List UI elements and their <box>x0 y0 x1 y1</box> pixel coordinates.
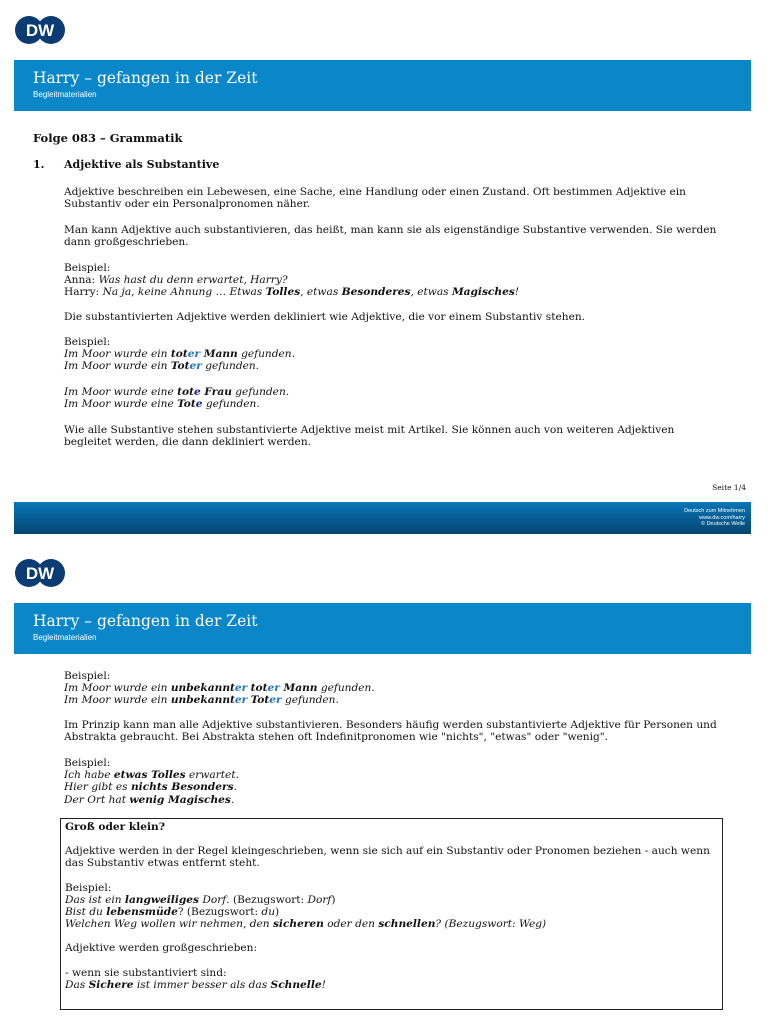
example-line <box>64 398 719 410</box>
header-banner <box>14 60 751 111</box>
footer-bar <box>14 502 751 534</box>
ex-bold: tot <box>170 348 188 361</box>
harry-tolles: Tolles <box>265 286 301 299</box>
example-line <box>64 781 719 793</box>
dw-logo-text: DW <box>25 564 55 583</box>
beispiel-label: Beispiel: <box>64 336 111 348</box>
info-box-paragraph: Adjektive werden in der Regel kleingeschrieben, wenn sie sich auf ein Substantiv oder Pronomen beziehen - auch wenn das Substantiv etwas entfernt steht. <box>65 845 710 870</box>
example-line <box>64 348 719 360</box>
ex-ending: er <box>267 682 280 695</box>
ex-bold: Tot <box>177 398 196 411</box>
anna-line <box>64 274 719 286</box>
ex-text: gefunden. <box>237 348 295 361</box>
example-block-2 <box>64 336 719 373</box>
ex-text: Dorf <box>307 893 332 906</box>
ex-text: ) <box>331 893 336 906</box>
ex-text: oder den <box>323 918 379 931</box>
anna-text: Was hast du denn erwartet, Harry? <box>98 274 288 287</box>
ex-text: Bist du <box>65 906 107 919</box>
harry-text-4: ! <box>514 286 520 299</box>
ex-bold: tot <box>250 682 268 695</box>
ex-text: Im Moor wurde ein <box>64 348 171 361</box>
ex-text: gefunden. <box>317 682 375 695</box>
example-line <box>64 682 719 694</box>
info-box-title: Groß oder klein? <box>65 821 165 833</box>
anna-label: Anna: <box>64 274 99 287</box>
ex-text: ) <box>275 906 280 919</box>
beispiel-label: Beispiel: <box>64 262 111 274</box>
page-number: Seite 1/4 <box>712 483 746 492</box>
ex-bold: Mann <box>200 348 238 361</box>
ex-text: gefunden. <box>231 386 290 398</box>
harry-magisches: Magisches <box>451 286 515 299</box>
example-line <box>64 794 719 806</box>
section-title: Adjektive als Substantive <box>64 158 220 171</box>
box-example-line <box>65 979 715 991</box>
ex-text: gefunden. <box>281 694 339 707</box>
harry-line <box>64 286 719 298</box>
ex-text: Im Moor wurde ein <box>64 694 171 707</box>
ex-ending: er <box>269 694 282 707</box>
ex-text: Ich habe <box>64 769 114 782</box>
ex-ending: er <box>234 682 248 695</box>
ex-bold: sicheren <box>272 918 324 931</box>
ex-text: Im Moor wurde eine <box>64 386 178 398</box>
ex-text: Welchen Weg wollen wir nehmen, den <box>65 918 273 931</box>
ex-bold: etwas Tolles <box>113 769 186 782</box>
section-number: 1. <box>33 158 45 171</box>
beispiel-label: Beispiel: <box>64 670 111 682</box>
harry-besonderes: Besonderes <box>341 286 411 299</box>
info-box-paragraph: - wenn sie substantiviert sind: <box>65 966 227 979</box>
ex-text: Dorf <box>198 893 227 906</box>
ex-text: . <box>230 793 235 806</box>
ex-bold: tot <box>177 386 194 398</box>
ex-bold: unbekannt <box>170 694 235 707</box>
header-banner <box>14 603 751 654</box>
box-example-line <box>65 906 715 918</box>
ex-text: Das <box>65 978 89 991</box>
p2-example-block-2 <box>64 757 719 806</box>
ex-bold: Tot <box>250 694 270 707</box>
header-title: Harry – gefangen in der Zeit <box>33 69 258 87</box>
ex-bold: nichts Besonders <box>130 781 234 794</box>
ex-ending: er <box>189 360 202 373</box>
ex-bold: langweiliges <box>124 893 199 906</box>
example-dialog <box>64 262 719 299</box>
info-box-content <box>65 821 715 991</box>
ex-text: Der Ort hat <box>64 793 130 806</box>
header-title: Harry – gefangen in der Zeit <box>33 612 258 630</box>
dw-logo <box>14 558 66 588</box>
ex-bold: lebensmüde <box>106 906 178 919</box>
ex-ending: er <box>187 348 201 361</box>
example-line <box>64 360 719 372</box>
info-box-paragraph: Adjektive werden großgeschrieben: <box>65 942 258 955</box>
ex-bold: Sichere <box>88 978 134 991</box>
ex-bold: Frau <box>200 386 232 398</box>
beispiel-label: Beispiel: <box>65 881 112 894</box>
ex-ending: er <box>234 694 248 707</box>
header-subtitle: Begleitmaterialien <box>33 90 97 99</box>
ex-ending: e <box>195 398 203 411</box>
ex-text: ? (Bezugswort: Weg) <box>435 918 547 931</box>
ex-text: ! <box>321 978 326 991</box>
footer-line: Deutsch zum Mitnehmen <box>684 508 745 514</box>
beispiel-label: Beispiel: <box>64 757 111 769</box>
ex-bold: Schnelle <box>270 978 322 991</box>
ex-bold: Mann <box>279 682 318 695</box>
ex-text: Das ist ein <box>65 893 125 906</box>
example-line <box>64 769 719 781</box>
ex-text: ? (Bezugswort: <box>177 906 262 919</box>
ex-text: Im Moor wurde ein <box>64 682 171 695</box>
paragraph-4: Wie alle Substantive stehen substantivierte Adjektive meist mit Artikel. Sie können auch von weiteren Adjektiven begleitet werden, die dann dekliniert werden. <box>64 424 675 449</box>
harry-text-1: Na ja, keine Ahnung … Etwas <box>102 286 266 299</box>
ex-text: Im Moor wurde eine <box>64 398 178 411</box>
header-subtitle: Begleitmaterialien <box>33 633 97 642</box>
example-line <box>64 386 719 398</box>
ex-bold: schnellen <box>378 918 436 931</box>
paragraph-3: Die substantivierten Adjektive werden dekliniert wie Adjektive, die vor einem Substantiv stehen. <box>64 311 586 323</box>
dw-logo <box>14 15 66 45</box>
paragraph-2: Man kann Adjektive auch substantivieren, das heißt, man kann sie als eigenständige Substantive verwenden. Sie werden dann großgeschrieben. <box>64 224 717 249</box>
box-example-line <box>65 894 715 906</box>
ex-ending: e <box>193 386 201 398</box>
footer-text <box>684 508 745 528</box>
harry-label: Harry: <box>64 286 103 299</box>
ex-text: Hier gibt es <box>64 781 131 794</box>
p2-example-block <box>64 670 719 707</box>
ex-bold: wenig Magisches <box>129 793 231 806</box>
ex-text: Im Moor wurde ein <box>64 360 171 373</box>
footer-line: © Deutsche Welle <box>701 521 745 527</box>
ex-text: . <box>233 781 237 794</box>
ex-text: gefunden. <box>202 398 260 411</box>
harry-text-2: , etwas <box>300 286 342 299</box>
example-line <box>64 694 719 706</box>
box-example-line <box>65 918 715 930</box>
ex-text: erwartet. <box>185 769 239 782</box>
info-box <box>60 818 723 1010</box>
ex-bold: Tot <box>170 360 190 373</box>
ex-text: du <box>261 906 276 919</box>
paragraph-1: Adjektive beschreiben ein Lebewesen, eine Sache, eine Handlung oder einen Zustand. Oft bestimmen Adjektive ein Substantiv oder ein Personalpronomen näher. <box>64 186 686 211</box>
ex-text: gefunden. <box>201 360 260 373</box>
ex-text: . (Bezugswort: <box>226 893 308 906</box>
p2-paragraph-1: Im Prinzip kann man alle Adjektive substantivieren. Besonders häufig werden substantivierte Adjektive für Personen und Abstrakta gebraucht. Bei Abstrakta stehen oft Indefinitpronomen wie "nichts", "etwas" oder "wenig". <box>64 719 717 744</box>
ex-text: ist immer besser als das <box>133 978 271 991</box>
ex-bold: unbekannt <box>170 682 235 695</box>
footer-link[interactable]: www.dw.com/harry <box>699 514 745 521</box>
dw-logo-text: DW <box>25 21 55 40</box>
folge-heading: Folge 083 – Grammatik <box>33 131 183 145</box>
harry-text-3: , etwas <box>410 286 452 299</box>
example-block-3 <box>64 386 719 410</box>
